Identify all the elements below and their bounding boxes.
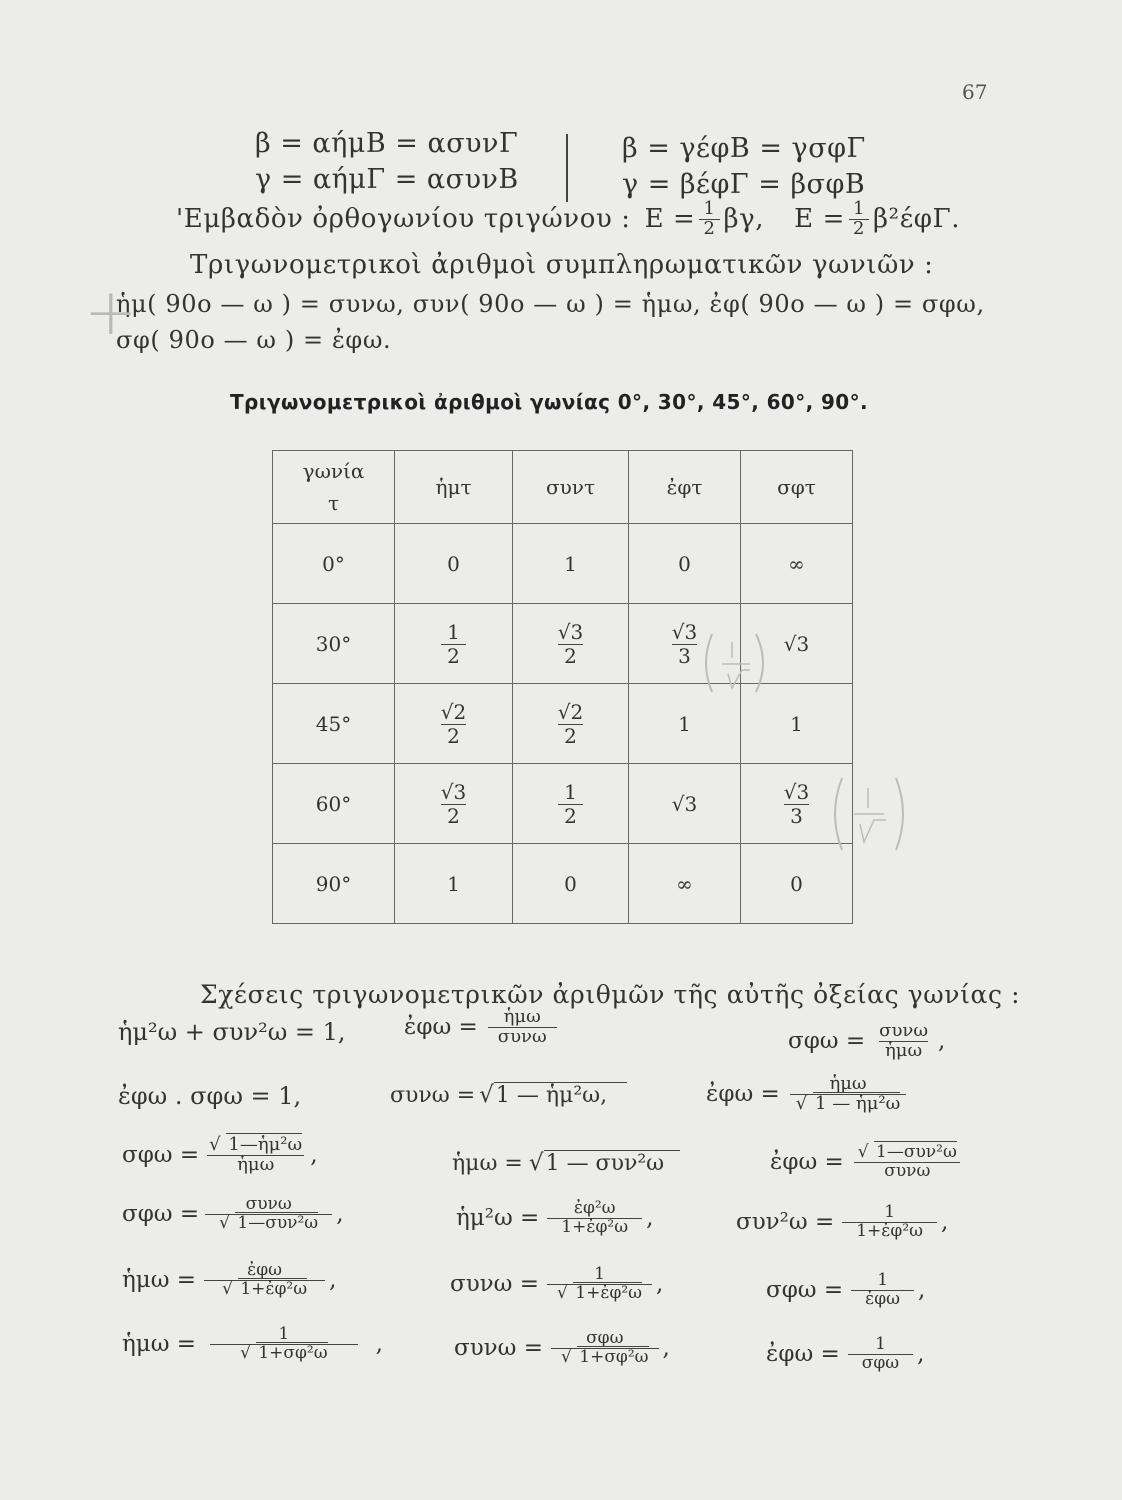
denominator: 1+σφ²ω bbox=[258, 1342, 328, 1363]
tail: , bbox=[941, 1209, 949, 1236]
sqrt-icon: √ bbox=[561, 1346, 572, 1367]
numerator: 1—ἡμ²ω bbox=[228, 1134, 303, 1155]
denominator: συνω bbox=[854, 1162, 960, 1181]
sqrt-icon: √ bbox=[219, 1212, 230, 1233]
value-cell: ∞ bbox=[741, 524, 853, 604]
value-cell bbox=[395, 604, 513, 684]
value-cell bbox=[513, 604, 629, 684]
sqrt-icon: √ bbox=[795, 1092, 808, 1114]
fraction bbox=[778, 781, 815, 828]
area-formula-line bbox=[176, 200, 960, 239]
area-e2-numerator: 1 bbox=[852, 198, 866, 219]
relation-r5b bbox=[450, 1266, 663, 1303]
complementary-title: Τριγωνομετρικοὶ ἀριθμοὶ συμπληρωματικῶν γωνιῶν : bbox=[190, 250, 934, 280]
tail: , bbox=[938, 1028, 946, 1055]
fraction bbox=[435, 701, 472, 748]
lhs: ἡμ²ω = bbox=[456, 1205, 540, 1232]
numerator: ἡμω bbox=[503, 1006, 541, 1027]
sqrt-icon: √ bbox=[240, 1342, 251, 1363]
area-e2-lhs: Ε = bbox=[794, 204, 845, 235]
value-cell: 1 bbox=[513, 524, 629, 604]
pencil-annotation-icon bbox=[698, 628, 772, 698]
relation-r6b bbox=[454, 1330, 670, 1367]
tail: , bbox=[310, 1142, 318, 1169]
lhs: σφω = bbox=[122, 1201, 200, 1228]
fraction bbox=[210, 1326, 358, 1363]
numerator: 1—συν²ω bbox=[876, 1142, 957, 1162]
relations-title: Σχέσεις τριγωνομετρικῶν ἀριθμῶν τῆς αὐτῆς ὀξείας γωνίας : bbox=[200, 980, 1021, 1009]
sqrt-icon: √ bbox=[857, 1142, 869, 1162]
numerator: √2 bbox=[557, 699, 584, 724]
tail: , bbox=[329, 1267, 337, 1294]
numerator: ἐφω bbox=[247, 1260, 283, 1280]
denominator: 1—συν²ω bbox=[237, 1212, 319, 1233]
denominator: ἡμω bbox=[207, 1155, 304, 1175]
table-heading: Τριγωνομετρικοὶ ἀριθμοὶ γωνίας 0°, 30°, 45°, 60°, 90°. bbox=[230, 390, 869, 414]
equation-gamma-left: γ = αήμΓ = ασυνΒ bbox=[255, 164, 519, 195]
denominator: 2 bbox=[558, 804, 583, 828]
header-col-sin: ἡμτ bbox=[395, 451, 513, 524]
denominator-wrap bbox=[551, 1348, 659, 1367]
numerator: 1 bbox=[594, 1264, 605, 1284]
denominator: 2 bbox=[441, 804, 466, 828]
value-cell: √3 bbox=[629, 764, 741, 844]
sqrt-icon: √ bbox=[528, 1150, 544, 1176]
relation-r4b bbox=[456, 1200, 653, 1237]
value-cell: ∞ bbox=[629, 844, 741, 924]
denominator: ἐφω bbox=[851, 1290, 914, 1309]
equation-gamma-right: γ = βέφΓ = βσφΒ bbox=[622, 169, 866, 200]
relation-r5c bbox=[766, 1272, 925, 1309]
lhs: ἐφω = bbox=[404, 1014, 478, 1041]
tail: , bbox=[662, 1335, 670, 1362]
equation-beta-left: β = αήμΒ = ασυνΓ bbox=[255, 128, 519, 159]
table-row bbox=[273, 764, 853, 844]
relation-r5a bbox=[122, 1262, 336, 1299]
numerator: 1 bbox=[877, 1270, 889, 1290]
denominator-wrap bbox=[205, 1214, 332, 1233]
denominator: 2 bbox=[441, 644, 466, 668]
relation-r2c bbox=[706, 1075, 910, 1114]
denominator: 1+ἐφ²ω bbox=[575, 1282, 643, 1303]
fraction bbox=[552, 621, 589, 668]
relation-r4c bbox=[736, 1204, 948, 1241]
lhs: ἡμω = bbox=[122, 1331, 197, 1358]
sqrt-icon: √ bbox=[557, 1282, 568, 1303]
value-cell bbox=[513, 764, 629, 844]
value-cell bbox=[513, 684, 629, 764]
header-col-tan: ἐφτ bbox=[629, 451, 741, 524]
fraction bbox=[547, 1266, 652, 1303]
denominator: ἡμω bbox=[879, 1041, 928, 1061]
lhs: ἡμω = bbox=[122, 1267, 197, 1294]
fraction bbox=[441, 621, 466, 668]
fraction bbox=[842, 1204, 937, 1241]
lhs: σφω = bbox=[122, 1142, 200, 1169]
fraction bbox=[205, 1136, 306, 1175]
numerator: 1 bbox=[564, 779, 577, 804]
lhs: σφω = bbox=[788, 1028, 866, 1055]
relation-r4a bbox=[122, 1196, 344, 1233]
value-cell: 1 bbox=[629, 684, 741, 764]
numerator: √3 bbox=[440, 779, 467, 804]
numerator-wrap bbox=[205, 1136, 306, 1155]
value-cell: 1 bbox=[395, 844, 513, 924]
numerator: 1 bbox=[447, 619, 460, 644]
lhs: συνω = bbox=[454, 1335, 544, 1362]
numerator: συνω bbox=[879, 1020, 929, 1041]
value-cell bbox=[395, 764, 513, 844]
angle-cell: 60° bbox=[273, 764, 395, 844]
numerator: 1 bbox=[278, 1324, 290, 1344]
denominator: 1+ἐφ²ω bbox=[240, 1278, 308, 1299]
complementary-line-1: ἡμ( 90ο — ω ) = συνω, συν( 90ο — ω ) = ἡμω, ἐφ( 90ο — ω ) = σφω, bbox=[116, 290, 985, 318]
relation-r3c bbox=[770, 1144, 965, 1181]
angle-cell: 30° bbox=[273, 604, 395, 684]
fraction bbox=[205, 1196, 332, 1233]
lhs: συνω = bbox=[450, 1271, 540, 1298]
numerator: 1 bbox=[875, 1334, 886, 1354]
numerator: συνω bbox=[245, 1194, 292, 1214]
relation-r1b bbox=[404, 1008, 561, 1047]
tail: , bbox=[917, 1341, 925, 1368]
lhs: συνω = bbox=[390, 1082, 476, 1108]
numerator: σφω bbox=[586, 1328, 624, 1348]
relation-r1c bbox=[788, 1022, 945, 1061]
area-label: 'Εμβαδὸν ὀρθογωνίου τριγώνου : bbox=[176, 204, 631, 235]
relation-r3a bbox=[122, 1136, 318, 1175]
lhs: ἐφω = bbox=[706, 1081, 780, 1108]
denominator: 3 bbox=[784, 804, 809, 828]
fraction bbox=[551, 1330, 659, 1367]
denominator: 2 bbox=[558, 724, 583, 748]
tail: , bbox=[375, 1331, 383, 1358]
fraction bbox=[790, 1075, 907, 1114]
fraction bbox=[435, 781, 472, 828]
denominator: 1+ἐφ²ω bbox=[547, 1218, 642, 1237]
denominator-wrap bbox=[210, 1344, 358, 1363]
relation-r1a: ἡμ²ω + συν²ω = 1, bbox=[118, 1018, 346, 1046]
numerator: √3 bbox=[557, 619, 584, 644]
area-e2-denominator: 2 bbox=[849, 219, 869, 239]
value-cell: 0 bbox=[513, 844, 629, 924]
value-cell bbox=[395, 684, 513, 764]
fraction bbox=[552, 701, 589, 748]
value-cell: 0 bbox=[741, 844, 853, 924]
denominator: 1+σφ²ω bbox=[579, 1346, 649, 1367]
tail: , bbox=[646, 1205, 654, 1232]
equation-divider bbox=[566, 134, 568, 202]
value-cell: 0 bbox=[629, 524, 741, 604]
fraction bbox=[488, 1008, 557, 1047]
fraction bbox=[851, 1272, 914, 1309]
lhs: ἐφω = bbox=[766, 1341, 840, 1368]
value-cell: √3 bbox=[741, 604, 853, 684]
sqrt-icon: √ bbox=[479, 1082, 494, 1108]
denominator-wrap bbox=[790, 1094, 907, 1114]
numerator: 1 bbox=[884, 1202, 896, 1222]
lhs: ἡμω = bbox=[452, 1150, 523, 1176]
header-angle-label: γωνία bbox=[302, 459, 365, 483]
sqrt-icon: √ bbox=[209, 1134, 221, 1155]
area-e1-numerator: 1 bbox=[703, 198, 716, 219]
area-e1-rhs: βγ, bbox=[723, 204, 765, 235]
page-number: 67 bbox=[962, 80, 988, 104]
fraction bbox=[848, 1336, 913, 1373]
numerator-wrap bbox=[854, 1144, 961, 1162]
value-cell: 1 bbox=[741, 684, 853, 764]
fraction bbox=[558, 781, 583, 828]
lhs: σφω = bbox=[766, 1277, 844, 1304]
header-col-cot: σφτ bbox=[741, 451, 853, 524]
relation-r2b bbox=[390, 1082, 627, 1108]
numerator: √3 bbox=[671, 619, 698, 644]
table-row bbox=[273, 844, 853, 924]
area-e2-rhs: β²έφΓ. bbox=[873, 204, 961, 235]
tail: , bbox=[656, 1271, 664, 1298]
numerator: ἡμω bbox=[829, 1073, 867, 1094]
lhs: συν²ω = bbox=[736, 1209, 835, 1236]
equation-beta-right: β = γέφΒ = γσφΓ bbox=[622, 133, 866, 164]
area-e2-fraction bbox=[849, 200, 869, 239]
denominator: 1+ἐφ²ω bbox=[842, 1222, 937, 1241]
numerator: √3 bbox=[783, 779, 810, 804]
header-angle-cell bbox=[273, 451, 395, 524]
relation-r2a: ἐφω . σφω = 1, bbox=[118, 1082, 302, 1110]
denominator: 1 — ἡμ²ω bbox=[815, 1092, 901, 1114]
fraction bbox=[854, 1144, 961, 1181]
radicand: 1 — ἡμ²ω, bbox=[494, 1082, 627, 1108]
fraction bbox=[547, 1200, 642, 1237]
denominator: σφω bbox=[848, 1354, 913, 1373]
tail: , bbox=[918, 1277, 926, 1304]
angle-cell: 0° bbox=[273, 524, 395, 604]
numerator: ἐφ²ω bbox=[573, 1198, 616, 1218]
value-cell: 0 bbox=[395, 524, 513, 604]
header-col-cos: συντ bbox=[513, 451, 629, 524]
table-row bbox=[273, 524, 853, 604]
pencil-mark-plus-icon: + bbox=[84, 276, 138, 350]
header-angle-symbol: τ bbox=[327, 491, 340, 515]
radicand: 1 — συν²ω bbox=[544, 1150, 681, 1176]
relation-r6a bbox=[122, 1326, 383, 1363]
fraction bbox=[204, 1262, 325, 1299]
tail: , bbox=[336, 1201, 344, 1228]
denominator: συνω bbox=[488, 1027, 557, 1047]
denominator-wrap bbox=[547, 1284, 652, 1303]
fraction bbox=[873, 1022, 934, 1061]
angle-cell: 45° bbox=[273, 684, 395, 764]
angle-cell: 90° bbox=[273, 844, 395, 924]
lhs: ἐφω = bbox=[770, 1149, 844, 1176]
area-e1-lhs: Ε = bbox=[644, 204, 696, 235]
area-e1-fraction bbox=[699, 200, 719, 239]
denominator: 2 bbox=[441, 724, 466, 748]
area-e1-denominator: 2 bbox=[699, 219, 719, 239]
denominator: 3 bbox=[672, 644, 697, 668]
relation-r3b bbox=[452, 1150, 680, 1176]
complementary-line-2: σφ( 90ο — ω ) = ἐφω. bbox=[116, 326, 392, 354]
sqrt-icon: √ bbox=[222, 1278, 233, 1299]
denominator: 2 bbox=[558, 644, 583, 668]
table-header-row bbox=[273, 451, 853, 524]
relation-r6c bbox=[766, 1336, 924, 1373]
denominator-wrap bbox=[204, 1280, 325, 1299]
pencil-annotation-icon bbox=[826, 772, 912, 854]
numerator: √2 bbox=[440, 699, 467, 724]
